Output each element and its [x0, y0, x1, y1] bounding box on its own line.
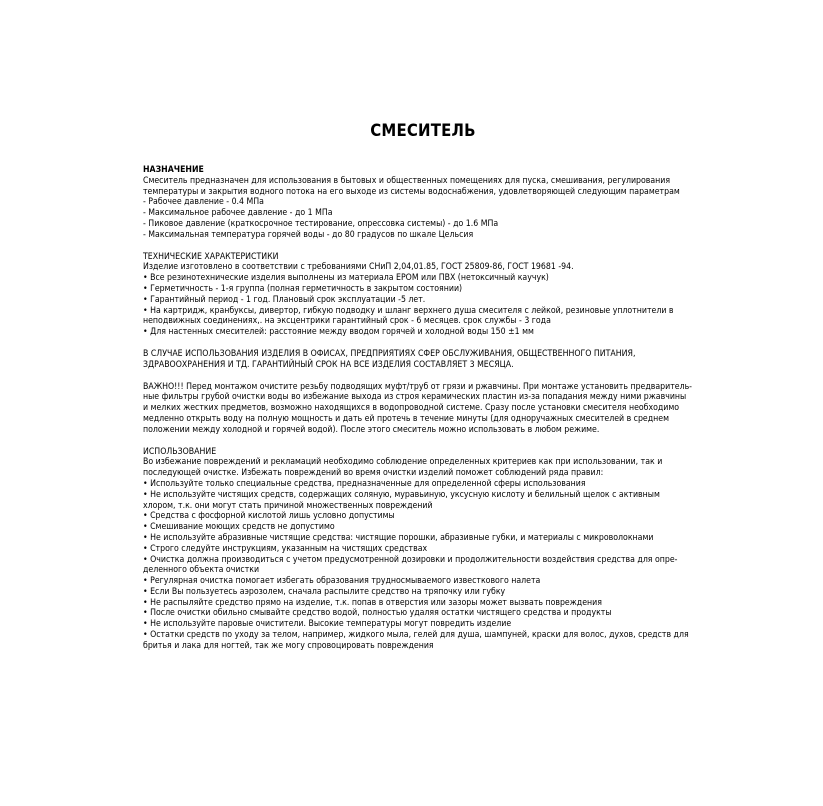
text-line: • Если Вы пользуетесь аэрозолем, сначала распылите средство на тряпочку или губку: [143, 586, 506, 597]
text-line: • Остатки средств по уходу за телом, например, жидкого мыла, гелей для душа, шампуней, краски для волос, духов, средств для: [143, 630, 689, 641]
text-line: температуры и закрытия водного потока на его выходе из системы водоснабжения, удовлетворяющей следующим параметрам: [143, 186, 680, 197]
section-heading: ТЕХНИЧЕСКИЕ ХАРАКТЕРИСТИКИ: [143, 251, 279, 262]
text-line: • На картридж, кранбуксы, дивертор, гибкую подводку и шланг верхнего душа смесителя с лейкой, резиновые уплотнители в: [143, 305, 674, 316]
text-line: • Не распыляйте средство прямо на изделие, т.к. попав в отверстия или зазоры может вызвать повреждения: [143, 597, 602, 608]
text-line: • После очистки обильно смывайте средство водой, полностью удаляя остатки чистящего средства и продукты: [143, 608, 612, 619]
text-line: ВАЖНО!!! Перед монтажом очистите резьбу подводящих муфт/труб от грязи и ржавчины. При монтаже установить предваритель-: [143, 381, 693, 392]
section-heading: ИСПОЛЬЗОВАНИЕ: [143, 446, 217, 457]
text-line: Смеситель предназначен для использования в бытовых и общественных помещениях для пуска, смешивания, регулирования: [143, 175, 671, 186]
text-line: • Регулярная очистка помогает избегать образования трудносмываемого известкового налета: [143, 576, 541, 587]
text-line: бритья и лака для ногтей, так же могу спровоцировать повреждения: [143, 640, 434, 651]
text-line: положении между холодной и горячей водой). После этого смеситель можно использовать в любом режиме.: [143, 424, 600, 435]
text-line: • Используйте только специальные средства, предназначенные для определенной сферы использования: [143, 478, 586, 489]
section-heading: НАЗНАЧЕНИЕ: [143, 165, 204, 175]
text-line: хлором, т.к. они могут стать причиной множественных повреждений: [143, 500, 433, 511]
text-line: • Не используйте чистящих средств, содержащих соляную, муравьиную, уксусную кислоту и белильный щелок с активным: [143, 489, 660, 500]
text-line: неподвижных соединениях,. на эксцентрики гарантийный срок - 6 месяцев. срок службы - 3 года: [143, 316, 551, 327]
section-gap: [143, 241, 689, 252]
text-line: • Герметичность - 1-я группа (полная герметичность в закрытом состоянии): [143, 283, 463, 294]
text-line: и мелких жестких предметов, возможно находящихся в водопроводной системе. Сразу после установки смесителя необходимо: [143, 403, 680, 414]
text-line: - Рабочее давление - 0.4 МПа: [143, 197, 264, 208]
text-line: ные фильтры грубой очистки воды во избежание выхода из строя керамических пластин из-за попадания между ними ржавчины: [143, 392, 687, 403]
text-line: • Средства с фосфорной кислотой лишь условно допустимы: [143, 511, 395, 522]
section-gap: [143, 371, 689, 382]
text-line: деленного объекта очистки: [143, 565, 260, 576]
text-line: - Максимальная температура горячей воды - до 80 градусов по шкале Цельсия: [143, 229, 474, 240]
text-line: последующей очистке. Избежать повреждений во время очистки изделий поможет соблюдений ряда правил:: [143, 468, 604, 479]
text-line: • Все резинотехнические изделия выполнены из материала EPOM или ПВХ (нетоксичный каучук): [143, 273, 549, 284]
text-line: Изделие изготовлено в соответствии с требованиями СНиП 2,04,01.85, ГОСТ 25809-86, ГОСТ 19681 -94.: [143, 262, 574, 273]
section-3: [143, 381, 693, 436]
text-line: • Не используйте паровые очистители. Высокие температуры могут повредить изделие: [143, 619, 512, 630]
document-body: [143, 165, 693, 652]
text-line: • Смешивание моющих средств не допустимо: [143, 522, 335, 533]
section-2: [143, 349, 689, 371]
section-gap: [143, 338, 689, 349]
text-line: медленно открыть воду на полную мощность и дать ей протечь в течение минуты (для одноручажных смесителей в среднем: [143, 413, 669, 424]
text-line: ЗДРАВООХРАНЕНИЯ И ТД. ГАРАНТИЙНЫЙ СРОК НА ВСЕ ИЗДЕЛИЯ СОСТАВЛЯЕТ 3 МЕСЯЦА.: [143, 359, 514, 370]
section-gap: [143, 436, 689, 447]
text-line: • Для настенных смесителей: расстояние между вводом горячей и холодной воды 150 ±1 мм: [143, 327, 534, 338]
text-line: • Не используйте абразивные чистящие средства: чистящие порошки, абразивные губки, и материалы с микроволокнами: [143, 532, 654, 543]
document-title: СМЕСИТЕЛЬ: [370, 121, 476, 141]
text-line: В СЛУЧАЕ ИСПОЛЬЗОВАНИЯ ИЗДЕЛИЯ В ОФИСАХ, ПРЕДПРИЯТИЯХ СФЕР ОБСЛУЖИВАНИЯ, ОБЩЕСТВЕННОГО ПИТАНИЯ,: [143, 348, 636, 359]
text-line: - Пиковое давление (краткосрочное тестирование, опрессовка системы) - до 1.6 МПа: [143, 218, 499, 229]
text-line: • Очистка должна производиться с учетом предусмотренной дозировки и продолжительности воздействия средства для опре-: [143, 554, 678, 565]
section-4: [143, 447, 689, 652]
text-line: - Максимальное рабочее давление - до 1 МПа: [143, 208, 333, 219]
section-1: [143, 252, 689, 338]
section-0: [143, 165, 689, 241]
text-line: • Строго следуйте инструкциям, указанным на чистящих средствах: [143, 543, 428, 554]
text-line: • Гарантийный период - 1 год. Плановый срок эксплуатации -5 лет.: [143, 294, 426, 305]
text-line: Во избежание повреждений и рекламаций необходимо соблюдение определенных критериев как при использовании, так и: [143, 457, 663, 468]
